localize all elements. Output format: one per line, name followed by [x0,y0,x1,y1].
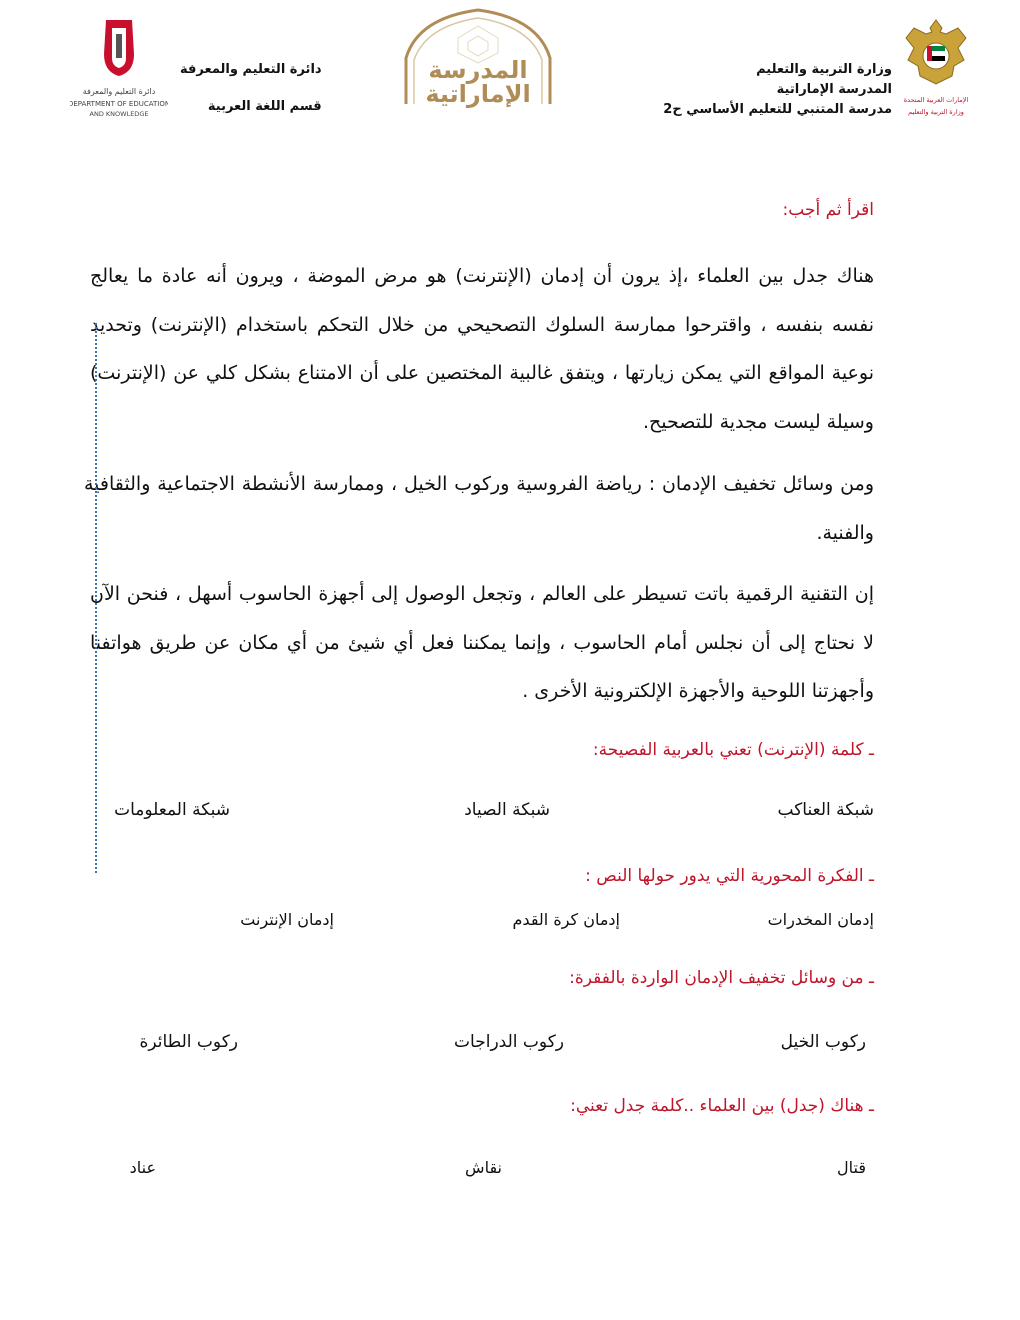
question-1-option-3[interactable]: شبكة المعلومات [114,800,230,820]
passage-paragraph-3: إن التقنية الرقمية باتت تسيطر على العالم ، وتجعل الوصول إلى أجهزة الحاسوب أسهل ، فنحن الآن لا نحتاج إلى أن نجلس أمام الحاسوب ، وإنما يمكننا فعل أي شيئ من أي مكان عن طريق هواتفنا وأجهزتنا اللوحية والأجهزة الإلكترونية الأخرى . [90,583,874,702]
adek-english-1: DEPARTMENT OF EDUCATION [70,100,168,108]
question-3: ـ من وسائل تخفيف الإدمان الواردة بالفقرة: [569,968,874,988]
adek-emblem-icon [104,20,134,76]
question-3-option-2[interactable]: ركوب الدراجات [454,1032,564,1052]
instruction-title: اقرأ ثم أجب: [782,200,874,220]
school-logo-line-1: المدرسة [428,56,528,84]
question-1: ـ كلمة (الإنترنت) تعني بالعربية الفصيحة: [592,740,874,760]
passage-paragraph-1: هناك جدل بين العلماء ،إذ يرون أن إدمان (الإنترنت) هو مرض الموضة ، ويرون أنه عادة ما يعالج نفسه بنفسه ، واقترحوا ممارسة السلوك التصحيحي من خلال التحكم باستخدام (الإنترنت) وتحديد نوعية المواقع التي يمكن زيارتها ، ويتفق غالبية المختصين على أن الامتناع بشكل كلي عن (الإنترنت) وسيلة ليست مجدية للتصحيح. [90,265,874,433]
ministry-block [663,60,892,120]
falcon-icon [906,20,966,84]
question-4-option-3[interactable]: عناد [129,1158,156,1177]
question-1-option-2[interactable]: شبكة الصياد [464,800,550,820]
emblem-caption-1: الإمارات العربية المتحدة [903,96,969,104]
question-4-option-2[interactable]: نقاش [465,1158,502,1177]
school-name: مدرسة المتنبي للتعليم الأساسي ح2 [663,102,892,117]
margin-dotted-line [95,323,97,873]
arabic-department: قسم اللغة العربية [207,99,322,114]
ministry-name: وزارة التربية والتعليم [756,62,892,77]
adek-logo [70,14,168,118]
emblem-caption-2: وزارة التربية والتعليم [908,108,964,116]
school-logo-line-2: الإماراتية [425,80,531,108]
question-1-option-1[interactable]: شبكة العناكب [777,800,874,820]
question-2-option-2[interactable]: إدمان كرة القدم [512,910,620,929]
department-block [180,60,322,117]
question-3-option-3[interactable]: ركوب الطائرة [139,1032,238,1052]
adek-english-2: AND KNOWLEDGE [89,110,149,118]
passage-paragraph-2: ومن وسائل تخفيف الإدمان : رياضة الفروسية وركوب الخيل ، وممارسة الأنشطة الاجتماعية والثقافية والفنية. [84,473,874,544]
school-system: المدرسة الإماراتية [776,82,892,97]
question-4: ـ هناك (جدل) بين العلماء ..كلمة جدل تعني: [570,1096,874,1116]
question-2-option-1[interactable]: إدمان المخدرات [767,910,874,929]
question-2-option-3[interactable]: إدمان الإنترنت [240,910,334,929]
education-department: دائرة التعليم والمعرفة [180,62,322,77]
adek-arabic: دائرة التعليم والمعرفة [82,87,156,96]
question-4-option-1[interactable]: قتال [837,1158,866,1177]
uae-emblem [896,14,976,126]
emirati-school-logo [398,8,558,108]
question-2: ـ الفكرة المحورية التي يدور حولها النص : [585,866,874,886]
question-3-option-1[interactable]: ركوب الخيل [780,1032,866,1052]
